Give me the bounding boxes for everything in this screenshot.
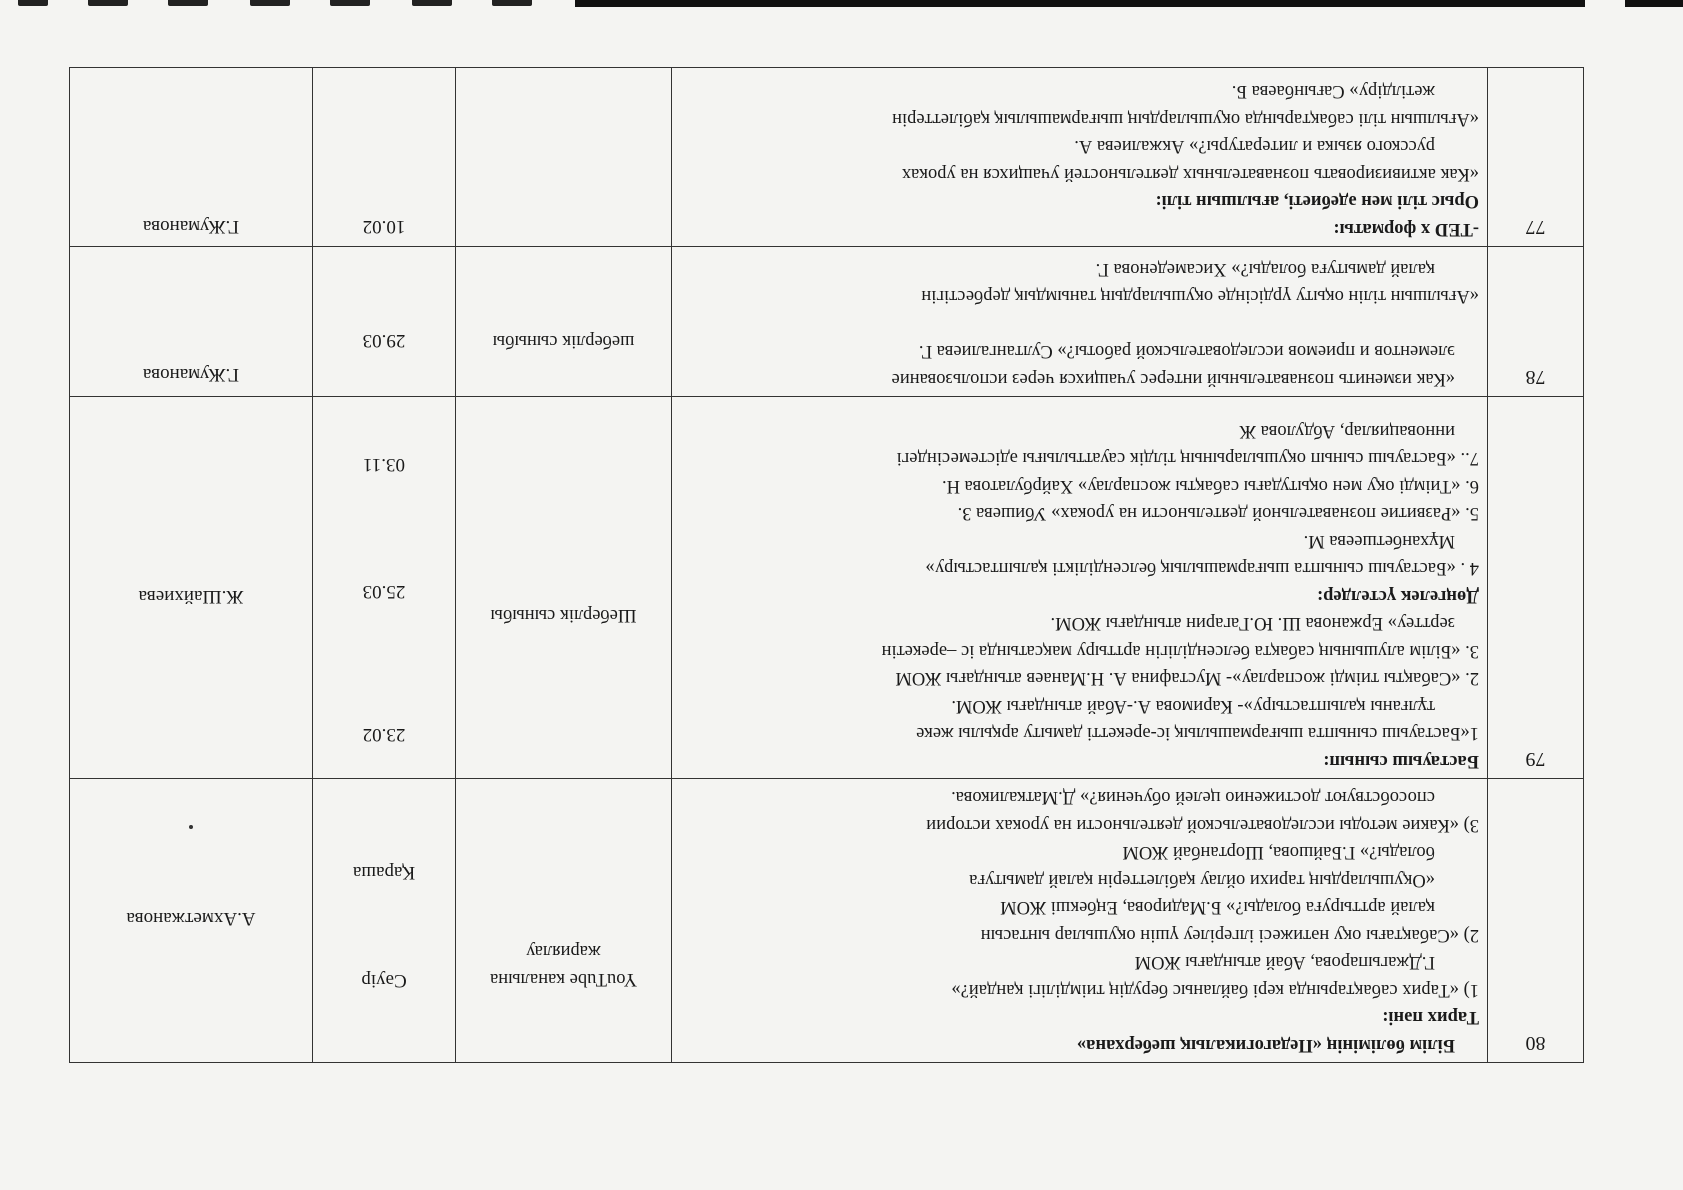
person-name: А.Ахметжанова [126, 908, 256, 929]
row-number: 77 [1488, 68, 1584, 247]
content-line: болады?» Г.Байшова, Шортанбай ЖОМ [1122, 842, 1435, 863]
schedule-table [69, 67, 1584, 1063]
row-format [456, 68, 672, 247]
row-heading: -TED х форматы: [1333, 219, 1479, 239]
content-line: қалай арттыруға болады?» Б.Мадирова, Еңбекші ЖОМ [1000, 897, 1435, 918]
content-line: қалай дамытуға болады?» Хисамеденова Г. [1095, 259, 1435, 279]
row-subheading: Тарих пәні: [1382, 1007, 1479, 1028]
content-line: Мұханбетшеева М. [1303, 531, 1455, 551]
content-line: 6. «Тиімді оқу мен оқытудағы сабақты жоспарлау» Хайрбулатова Н. [941, 476, 1479, 496]
content-line: жетілдіру» Сағынбаева Б. [1231, 81, 1435, 102]
content-line: «Оқушылардың тарихи ойлау қабілеттерін қалай дамытуға [969, 870, 1435, 890]
table-row [70, 247, 1584, 397]
content-line: 4 . «Бастауыш сыныпта шығармашылық белсенділікті қалыптастыру» [925, 558, 1479, 579]
row-number: 80 [1488, 779, 1584, 1063]
binder-tab [18, 0, 48, 6]
row-subheading: Орыс тілі мен әдебиеті, ағылшын тілі: [1155, 191, 1479, 212]
content-line: инновациялар, Абдулова Ж [1239, 421, 1455, 441]
binder-tab [250, 0, 290, 6]
row-content [672, 247, 1488, 397]
row-dates [313, 779, 456, 1063]
binder-bar [575, 0, 1585, 7]
content-line: «Как активизировать познавательных деятельностей учащихся на уроках [901, 164, 1479, 184]
content-line: 2. «Сабақты тиімді жоспарлау»- Мустафина А. Н.Манаев атындағы ЖОМ [895, 668, 1479, 689]
content-line: тұлғаны қалыптастыру»- Каримова А.-Абай атындағы ЖОМ. [951, 696, 1435, 716]
content-line: 3) «Какие методы исследовательской деятельности на уроках истории [926, 815, 1479, 835]
content-line: 1) «Тарих сабақтарында кері байланыс берудің тиімділігі қандай?» [951, 980, 1479, 1000]
content-line: 3. «Білім алушының сабақта белсенділігін арттыру мақсатында іс –әрекетін [881, 641, 1479, 661]
content-line: русского языка и литературы?» Акжалиева А. [1074, 136, 1435, 157]
binder-strip [0, 0, 1683, 9]
row-person: Г.Жуманова [70, 68, 313, 247]
row-dates [313, 397, 456, 779]
row-person [70, 779, 313, 1063]
binder-tab [168, 0, 208, 6]
row-date: 23.02 [362, 724, 406, 745]
row-date: 25.03 [362, 581, 406, 603]
content-line: 2) «Сабақтағы оқу нәтижесі ілгерілеу үшін оқушылар ынтасын [980, 925, 1479, 945]
content-line [680, 310, 1479, 338]
row-heading: Білім бөлімінің «Педагогикалық шеберхана» [1076, 1035, 1455, 1055]
content-line: Г.Джагыпарова, Абай атындағы ЖОМ [1134, 952, 1435, 973]
content-line: элементов и приемов исследовательской работы?» Султангалиева Г. [918, 341, 1455, 362]
row-format: Шеберлік сыныбы [456, 397, 672, 779]
row-date: 03.11 [362, 454, 406, 475]
binder-bar [1625, 0, 1683, 7]
row-subheading: Дөңгелек үстелдер: [1316, 586, 1479, 606]
binder-tab [412, 0, 452, 6]
content-line: зерттеу» Ержанова Ш. Ю.Гагарин атындағы ЖОМ. [1050, 613, 1455, 634]
table-row [70, 68, 1584, 247]
row-content [672, 397, 1488, 779]
binder-tab [330, 0, 370, 6]
scan-dot [189, 826, 193, 830]
row-format: шеберлік сыныбы [456, 247, 672, 397]
content-line: 1«Бастауыш сыныпта шығармашылық іс-әрекетті дамыту арқылы жеке [916, 723, 1479, 744]
content-line: 7.. «Бастауыш сынып оқушыларының тілдік сауаттылығы әдістемесіндегі [896, 448, 1479, 469]
table-row [70, 779, 1584, 1063]
row-date: 10.02 [313, 68, 456, 247]
row-content [672, 779, 1488, 1063]
binder-tab [88, 0, 128, 6]
content-line: «Ағылшын тілі сабақтарында оқушылардың шығармашылық қабілеттерін [892, 109, 1479, 129]
row-date: Сәуір [361, 970, 407, 991]
row-number: 78 [1488, 247, 1584, 397]
binder-tab [492, 0, 532, 6]
row-content [672, 68, 1488, 247]
row-number: 79 [1488, 397, 1584, 779]
content-line: 5. «Развитие познавательной деятельности на уроках» Убишева З. [957, 503, 1479, 524]
row-format: YouTube каналына жариялау [456, 779, 672, 1063]
row-person: Г.Жуманова [70, 247, 313, 397]
row-date: Қараша [352, 862, 416, 884]
content-line: способствуют достиженио целей обучения?» Д.Маткаликова. [951, 787, 1435, 808]
row-date: 29.03 [313, 247, 456, 397]
row-person: Ж.Шайхиева [70, 397, 313, 779]
rotated-table-block [70, 76, 1584, 1063]
table-row [70, 397, 1584, 779]
content-line: «Как изменить познавательный интерес учащихся через использование [891, 369, 1455, 389]
row-heading: Бастауыш сынып: [1323, 751, 1479, 771]
content-line: «Ағылшын тілін оқыту үрдісінде оқушылардың танымдық дербестігін [921, 286, 1479, 307]
